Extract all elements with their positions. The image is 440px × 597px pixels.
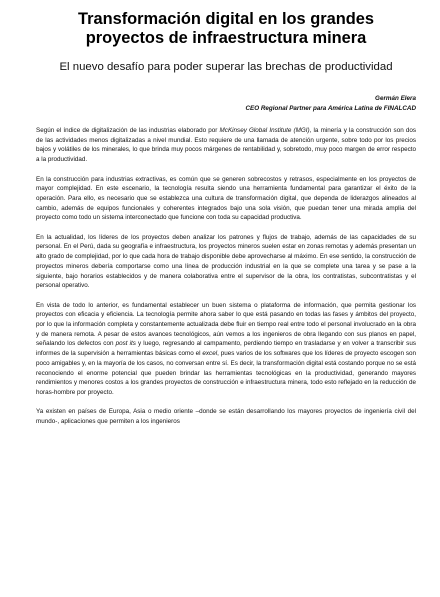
paragraph-1-text-b: , la minería y la construcción son dos de las actividades menos digitalizadas a nivel mundial. Esto requiere de una llamada de atención urgente, sobre todo por los precios bajos y volátiles de los minerales, lo que brinda muy pocos márgenes de rentabilidad y, sobretodo, muy poco margen de error respecto a la productividad. xyxy=(36,127,416,164)
title-line-1: Transformación digital en los grandes xyxy=(77,10,374,28)
author-byline xyxy=(36,94,416,114)
paragraph-3 xyxy=(36,233,416,291)
paragraph-5 xyxy=(36,407,416,426)
author-role: CEO Regional Partner para América Latina de FINALCAD xyxy=(245,105,416,112)
author-name: Germán Elera xyxy=(375,95,416,102)
paragraph-4 xyxy=(36,301,416,398)
document-page xyxy=(0,10,440,597)
paragraph-4-text-b: y luego, regresando al campamento, perdiendo tiempo en trasladarse y en volver a transcribir sus informes de la supervisión a herramientas básicas como el xyxy=(36,340,416,358)
paragraph-1-text-a: Según el índice de digitalización de las industrias elaborado por xyxy=(36,127,220,134)
paragraph-2-text: En la construcción para industrias extractivas, es común que se generen sobrecostos y retrasos, especialmente en los proyectos de mayor complejidad. En este escenario, la tecnología resulta siendo una herramienta fundamental para garantizar el éxito de la operación. Para ello, es necesario que se establezca una cultura de transformación digital, que dependa de liderazgos alineados al cambio, además de equipos funcionales y coherentes integrados bajo una sola visión, que puedan tener una mirada amplia del proyecto como todo un sistema interconectado que funcione con toda su capacidad productiva. xyxy=(36,175,416,222)
document-subtitle: El nuevo desafío para poder superar las brechas de productividad xyxy=(59,61,393,73)
paragraph-1-italic: McKinsey Global Institute (MGI) xyxy=(219,127,310,134)
paragraph-4-italic-2: excel xyxy=(202,350,218,358)
paragraph-4-text-c: , pues varios de los softwares que los líderes de proyecto escogen son poco amigables y, en la mayoría de los casos, no conversan entre sí. Es decir, la transformación digital está costando porque no se está reconociendo el enorme potencial que pueden brindar las herramientas tecnológicas en la productividad, generando mayores rendimientos y menores costos a los grandes proyectos de construcción e infraestructura minera, todo esto reflejado en la reducción de horas-hombre por proyecto. xyxy=(36,350,417,396)
paragraph-4-text-a: En vista de todo lo anterior, es fundamental establecer un buen sistema o plataforma de información, que permita gestionar los proyectos con eficacia y eficiencia. La tecnología permite ahora saber lo que está pasando en todas las fases y ámbitos del proyecto, por lo que la información completa y constantemente actualizada debe fluir en tiempo real entre todo el personal involucrado en la obra y de manera remota. A pesar de estos avances tecnológicos, aún vemos a los ingenieros de obra llegando con sus planos en papel, señalando los defectos con xyxy=(36,301,416,348)
document-title xyxy=(36,10,416,48)
paragraph-1 xyxy=(36,126,416,165)
paragraph-2 xyxy=(36,175,416,224)
paragraph-4-italic-1: post its xyxy=(115,340,136,348)
paragraph-5-text: Ya existen en países de Europa, Asia o medio oriente –donde se están desarrollando los mayores proyectos de ingeniería civil del mundo-, aplicaciones que permiten a los ingenieros xyxy=(36,408,416,426)
title-line-2: proyectos de infraestructura minera xyxy=(85,29,367,47)
paragraph-3-text: En la actualidad, los líderes de los proyectos deben analizar los patrones y flujos de trabajo, además de las capacidades de su personal. En el Perú, dada su geografía e infraestructura, los proyectos mineros suelen estar en zonas remotas y además presentan un alto grado de complejidad, por lo que cada hora de trabajo disponible debe aprovecharse al máximo. En ese sentido, la construcción de proyectos mineros debería comportarse como una línea de producción industrial en la que se complete una tarea y se pase a la siguiente, bajo horarios establecidos y de manera colaborativa entre el supervisor de la obra, los contratistas, subcontratistas y el personal operativo. xyxy=(36,233,416,290)
